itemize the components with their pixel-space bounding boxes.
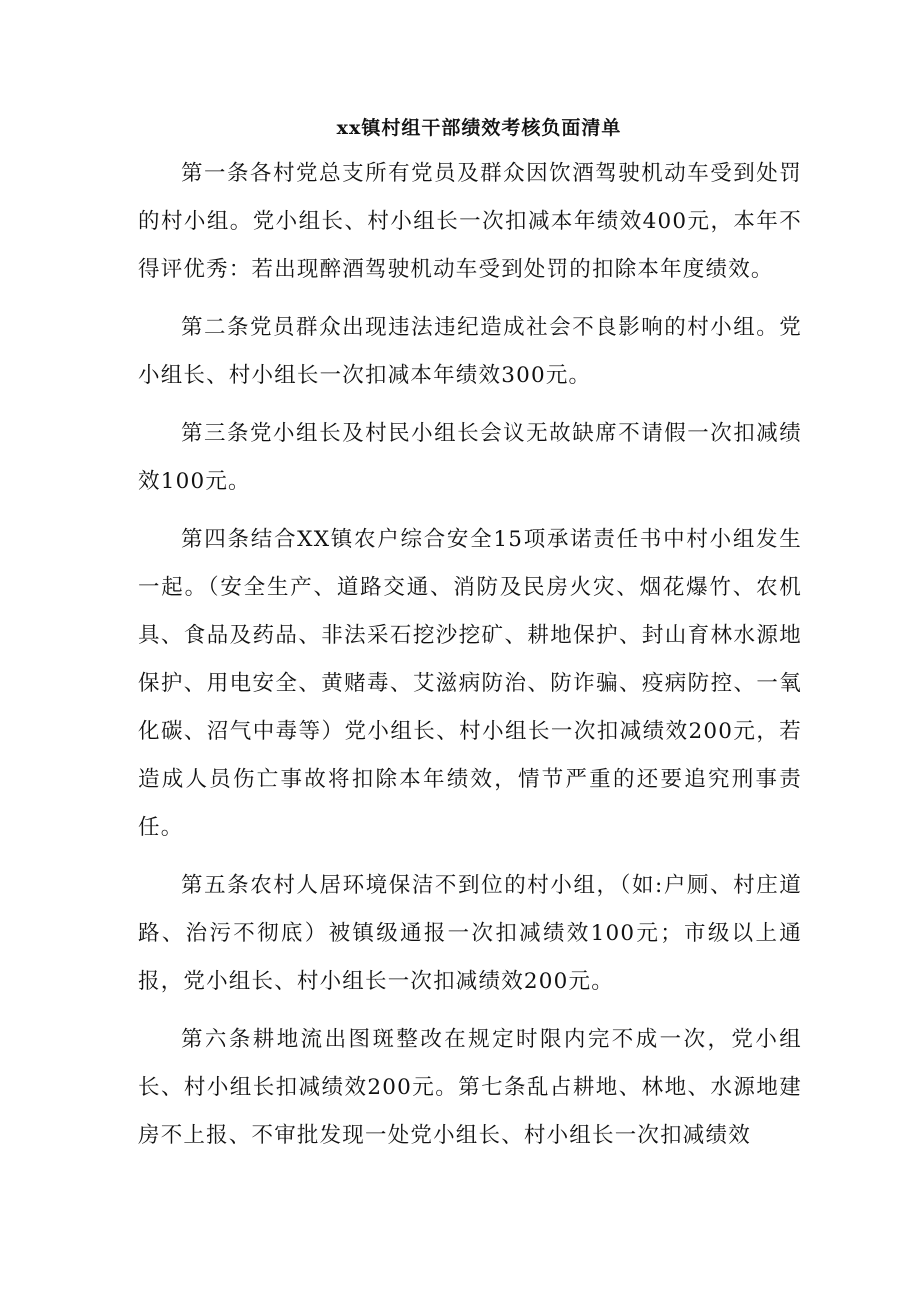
article-6-7: 第六条耕地流出图斑整改在规定时限内完不成一次，党小组长、村小组长扣减绩效200元。第七条乱占耕地、林地、水源地建房不上报、不审批发现一处党小组长、村小组长一次扣减绩效 — [138, 1027, 802, 1148]
article-1: 第一条各村党总支所有党员及群众因饮酒驾驶机动车受到处罚的村小组。党小组长、村小组长一次扣减本年绩效400元，本年不得评优秀：若出现醉酒驾驶机动车受到处罚的扣除本年度绩效。 — [138, 161, 802, 282]
article-4: 第四条结合XX镇农户综合安全15项承诺责任书中村小组发生一起。（安全生产、道路交通、消防及民房火灾、烟花爆竹、农机具、食品及药品、非法采石挖沙挖矿、耕地保护、封山育林水源地保护、用电安全、黄赌毒、艾滋病防治、防诈骗、疫病防控、一氧化碳、沼气中毒等）党小组长、村小组长一次扣减绩效200元，若造成人员伤亡事故将扣除本年绩效，情节严重的还要追究刑事责任。 — [138, 527, 802, 840]
article-5: 第五条农村人居环境保洁不到位的村小组，（如:户厕、村庄道路、治污不彻底）被镇级通报一次扣减绩效100元；市级以上通报，党小组长、村小组长一次扣减绩效200元。 — [138, 873, 802, 994]
article-2: 第二条党员群众出现违法违纪造成社会不良影响的村小组。党小组长、村小组长一次扣减本年绩效300元。 — [138, 315, 802, 388]
article-3: 第三条党小组长及村民小组长会议无故缺席不请假一次扣减绩效100元。 — [138, 421, 802, 494]
document-title: xx镇村组干部绩效考核负面清单 — [336, 117, 622, 139]
